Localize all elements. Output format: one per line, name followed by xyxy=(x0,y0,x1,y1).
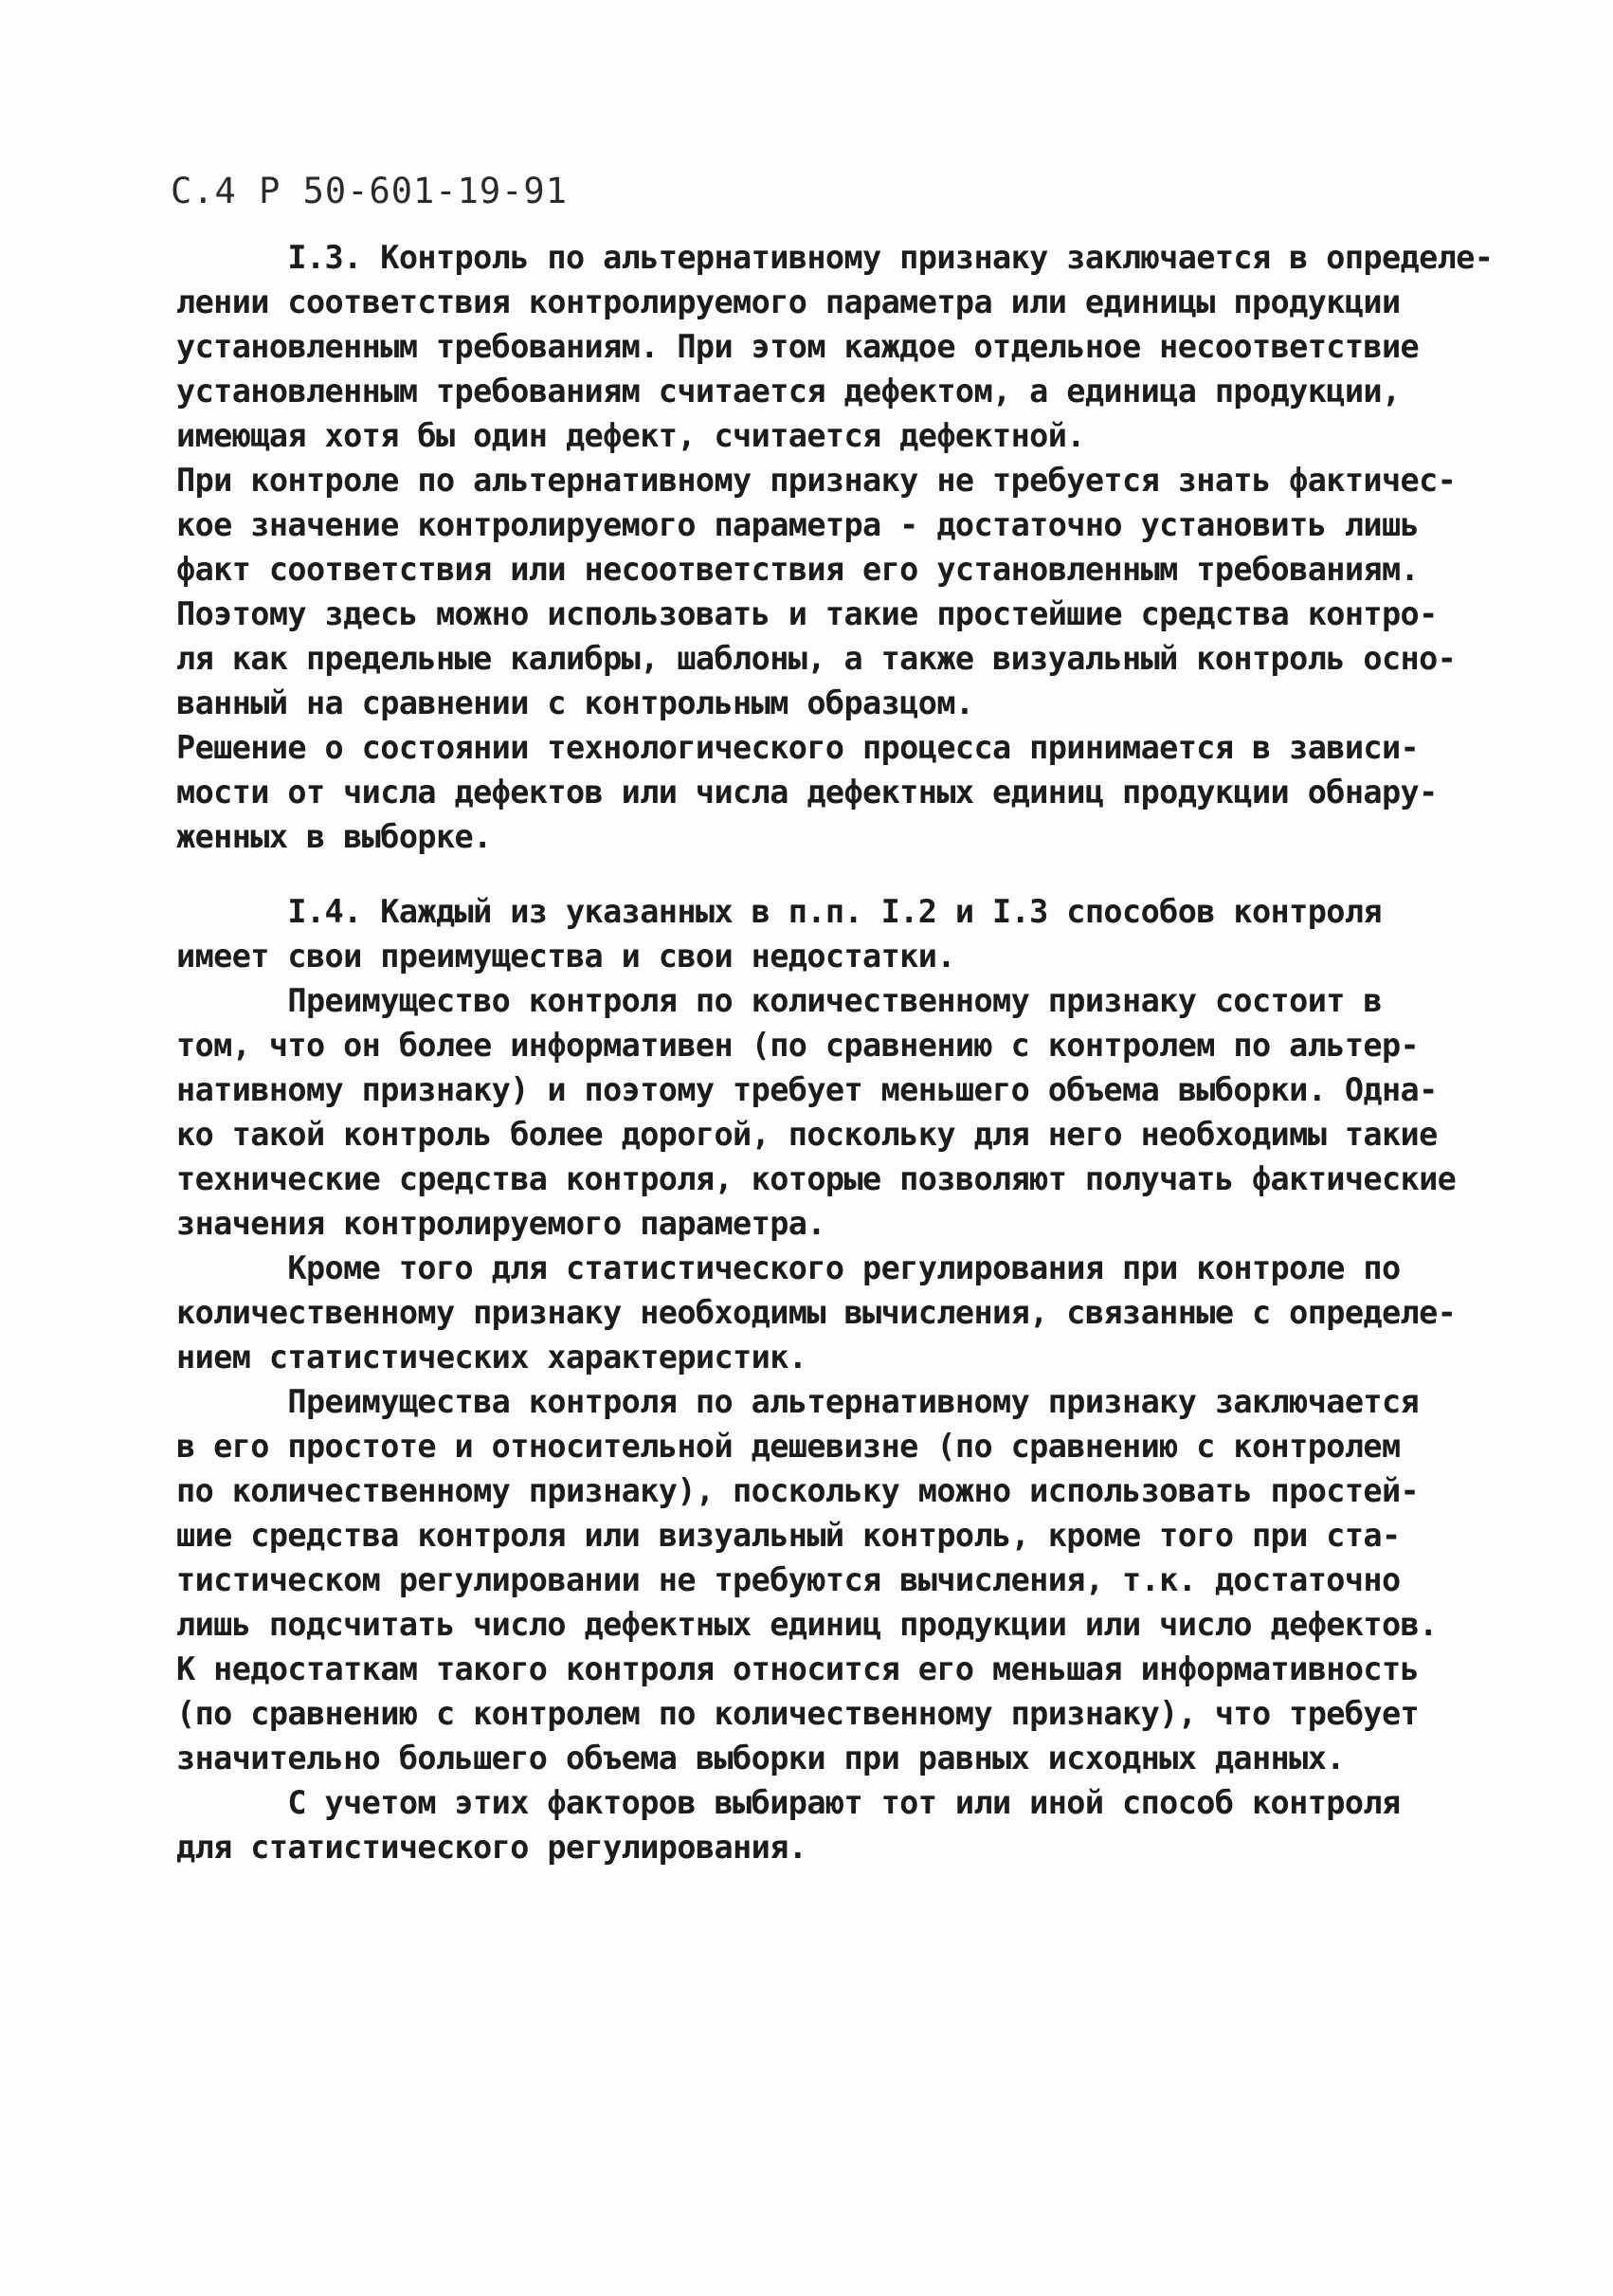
text-line: имеет свои преимущества и свои недостатки. xyxy=(176,938,955,975)
text-line: значительно большего объема выборки при равных исходных данных. xyxy=(176,1740,1345,1777)
text-line: тистическом регулировании не требуются вычисления, т.к. достаточно xyxy=(176,1561,1401,1598)
text-line: К недостаткам такого контроля относится его меньшая информативность xyxy=(176,1650,1420,1687)
text-line: Решение о состоянии технологического процесса принимается в зависи- xyxy=(176,729,1420,766)
text-line: ко такой контроль более дорогой, поскольку для него необходимы такие xyxy=(176,1116,1438,1153)
text-line: установленным требованиям считается дефектом, а единица продукции, xyxy=(176,373,1401,410)
text-line: факт соответствия или несоответствия его установленным требованиям. xyxy=(176,551,1420,588)
text-line: установленным требованиям. При этом каждое отдельное несоответствие xyxy=(176,328,1420,365)
text-line: Поэтому здесь можно использовать и такие простейшие средства контро- xyxy=(176,595,1438,632)
text-line: по количественному признаку), поскольку можно использовать простей- xyxy=(176,1472,1420,1509)
text-line: лишь подсчитать число дефектных единиц продукции или число дефектов. xyxy=(176,1606,1438,1643)
text-line: При контроле по альтернативному признаку не требуется знать фактичес- xyxy=(176,462,1457,499)
text-line: (по сравнению с контролем по количественному признаку), что требует xyxy=(176,1695,1420,1732)
text-line: ля как предельные калибры, шаблоны, а также визуальный контроль осно- xyxy=(176,640,1457,677)
text-line: имеющая хотя бы один дефект, считается дефектной. xyxy=(176,417,1085,454)
text-line: Преимущество контроля по количественному признаку состоит в xyxy=(176,982,1382,1019)
paragraph-gap xyxy=(176,859,1465,889)
text-line: ванный на сравнении с контрольным образцом. xyxy=(176,684,974,721)
page-header: С.4 Р 50-601-19-91 xyxy=(171,171,568,211)
text-line: том, что он более информативен (по сравнению с контролем по альтер- xyxy=(176,1027,1420,1064)
text-line: кое значение контролируемого параметра - достаточно установить лишь xyxy=(176,506,1420,543)
body-text xyxy=(176,235,1494,1869)
text-line: I.4. Каждый из указанных в п.п. I.2 и I.3 способов контроля xyxy=(176,893,1382,930)
text-line: значения контролируемого параметра. xyxy=(176,1205,825,1242)
text-line: женных в выборке. xyxy=(176,818,492,855)
text-line: в его простоте и относительной дешевизне (по сравнению с контролем xyxy=(176,1428,1401,1465)
text-line: Преимущества контроля по альтернативному признаку заключается xyxy=(176,1383,1420,1420)
text-line: количественному признаку необходимы вычисления, связанные с определе- xyxy=(176,1294,1457,1331)
text-line: мости от числа дефектов или числа дефектных единиц продукции обнару- xyxy=(176,774,1438,811)
text-line: шие средства контроля или визуальный контроль, кроме того при ста- xyxy=(176,1517,1401,1554)
text-line: для статистического регулирования. xyxy=(176,1829,807,1866)
text-line: лении соответствия контролируемого параметра или единицы продукции xyxy=(176,283,1401,320)
text-line: нативному признаку) и поэтому требует меньшего объема выборки. Одна- xyxy=(176,1071,1438,1108)
text-line: I.3. Контроль по альтернативному признаку заключается в определе- xyxy=(176,239,1494,276)
text-line: С учетом этих факторов выбирают тот или иной способ контроля xyxy=(176,1784,1401,1821)
text-line: технические средства контроля, которые позволяют получать фактические xyxy=(176,1160,1457,1197)
text-line: нием статистических характеристик. xyxy=(176,1339,807,1376)
text-line: Кроме того для статистического регулирования при контроле по xyxy=(176,1249,1401,1286)
